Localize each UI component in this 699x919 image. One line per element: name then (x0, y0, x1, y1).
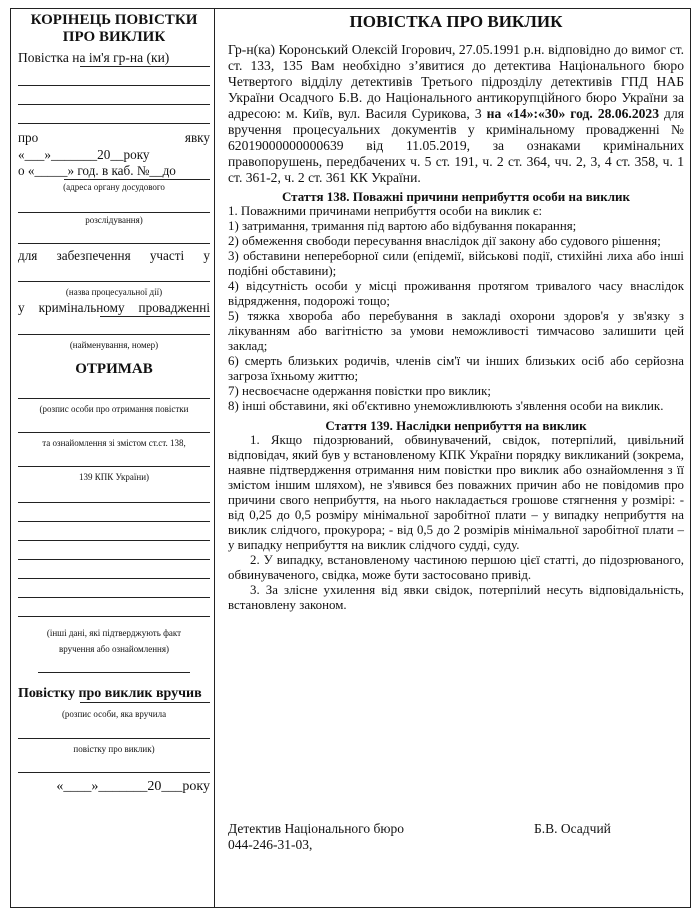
article-138-item: 5) тяжка хвороба або перебування в закладі охорони здоров'я у зв'язку з лікуванням або вагітністю за умови неможливості тимчасово залишити цей заклад; (228, 309, 684, 353)
article-139-item: 1. Якщо підозрюваний, обвинувачений, свідок, потерпілий, цивільний відповідач, який був у встановленому КПК України порядку викликаний (зокрема, наявне підтвердження отримання ним повістки про виклик або ознайомлення з її змістом іншим шляхом), не з'явився без поважних причин або не повідомив про причини свого неприбуття, на нього накладається грошове стягнення у розмірі: - від 0,25 до 0,5 розміру мінімальної заробітної плати – у випадку неприбуття на виклик слідчого, прокурора; - від 0,5 до 2 розмірів мінімальної заробітної плати – у випадку неприбуття на виклик слідчого судді, суду. (228, 433, 684, 552)
notice-stub (18, 12, 210, 795)
other-line-2[interactable] (18, 506, 210, 522)
stub-in-proceeding: у кримінальному провадженні (18, 300, 210, 315)
stub-title (18, 12, 210, 46)
stub-bottom-date[interactable]: «____»_______20___року (56, 779, 210, 794)
caption-sign-2: та ознайомлення зі змістом ст.ст. 138, (42, 438, 186, 448)
other-line-6[interactable] (18, 582, 210, 598)
other-line-1[interactable] (18, 487, 210, 503)
signature-name: Б.В. Осадчий (534, 821, 611, 836)
name-line-4[interactable] (18, 108, 210, 124)
receipt-line-2[interactable] (18, 417, 210, 433)
name-line-3[interactable] (18, 89, 210, 105)
signature-block (228, 821, 404, 853)
article-138-title: Стаття 138. Поважні причини неприбуття особи на виклик (281, 189, 631, 204)
handed-line-3[interactable] (18, 757, 210, 773)
name-line-2[interactable] (18, 70, 210, 86)
proceeding-line-2[interactable] (18, 319, 210, 335)
caption-sign-1: (розпис особи про отримання повістки (39, 404, 189, 414)
notice-title: ПОВІСТКА ПРО ВИКЛИК (349, 12, 563, 31)
receipt-line-1[interactable] (18, 383, 210, 399)
caption-other-1: (інші дані, які підтверджують факт (46, 628, 182, 638)
caption-address-1: (адреса органу досудового (63, 182, 165, 192)
other-line-7[interactable] (18, 601, 210, 617)
article-138-item: 7) несвоєчасне одержання повістки про виклик; (228, 384, 491, 398)
handed-label: Повістку про виклик вручив (18, 686, 202, 701)
article-138-item: 1) затримання, тримання під вартою або відбування покарання; (228, 219, 577, 233)
article-138-body (228, 204, 684, 414)
stub-title-line2: ПРО ВИКЛИК (62, 29, 166, 45)
column-divider (214, 8, 215, 908)
notice-body-part2: для вручення процесуальних документів у кримінальному провадженні № 62019000000000639 від 11.05.2019, за ознаками кримінальних правопорушень, передбачених ч. 5 ст. 191, ч. 2 ст. 364, чч. 2, 3, 4 ст. 358, ч. 1 ст. 361-2, ч. 2 ст. 361 КК України. (228, 106, 685, 185)
article-138-item: 1. Поважними причинами неприбуття особи на виклик є: (228, 204, 543, 218)
other-line-3[interactable] (18, 525, 210, 541)
stub-time-line[interactable]: о «_____» год. в каб. №__до (18, 163, 176, 178)
procedural-line[interactable] (18, 266, 210, 282)
article-139-item: 3. За злісне ухилення від явки свідок, потерпілий несуть відповідальність, встановлену законом. (228, 583, 684, 612)
caption-number: (найменування, номер) (69, 340, 159, 350)
handed-line-2[interactable] (18, 723, 210, 739)
stub-date-line[interactable]: «___»_______20__року (18, 147, 150, 162)
stub-name-intro: Повістка на ім'я гр-на (ки) (18, 50, 170, 65)
stub-purpose: для забезпечення участі у (18, 248, 210, 263)
caption-sign-3: 139 КПК України) (78, 472, 150, 482)
received-heading: ОТРИМАВ (75, 361, 153, 377)
stub-title-line1: КОРІНЕЦЬ ПОВІСТКИ (30, 12, 198, 28)
notice-appointment: на «14»:«30» год. 28.06.2023 (481, 106, 660, 121)
address-line-3[interactable] (18, 228, 210, 244)
article-139-title: Стаття 139. Наслідки неприбуття на виклик (325, 418, 587, 433)
article-138-item: 3) обставини непереборної сили (епідемії, військові події, стихійні лиха або інші подібні обставини); (228, 249, 684, 278)
caption-handed-2: повістку про виклик) (73, 744, 155, 754)
receipt-line-3[interactable] (18, 451, 210, 467)
signature-position: Детектив Національного бюро (228, 821, 404, 836)
other-line-5[interactable] (18, 563, 210, 579)
notice-body (228, 42, 684, 186)
other-line-8[interactable] (38, 657, 190, 673)
article-139-body (228, 433, 684, 613)
article-138-item: 4) відсутність особи у місці проживання протягом тривалого часу внаслідок відрядження, подорожі тощо; (228, 279, 684, 308)
signature-phone: 044-246-31-03, (228, 837, 313, 852)
caption-handed-1: (розпис особи, яка вручила (61, 709, 167, 719)
article-138-item: 2) обмеження свободи пересування внаслідок дії закону або судового рішення; (228, 234, 661, 248)
caption-other-2: вручення або ознайомлення) (59, 644, 169, 654)
other-line-4[interactable] (18, 544, 210, 560)
caption-procedural: (назва процесуальної дії) (65, 287, 163, 297)
address-line-2[interactable] (18, 197, 210, 213)
article-139-item: 2. У випадку, встановленому частиною першою цієї статті, до підозрюваного, обвинуваченого, свідка, може бути застосовано привід. (228, 553, 684, 582)
stub-appearance: про явку (18, 130, 210, 145)
article-138-item: 8) інші обставини, які об'єктивно унеможливлюють з'явлення особи на виклик. (228, 399, 664, 413)
notice-body-part1: Гр-н(ка) Коронський Олексій Ігорович, 27.05.1991 р.н. відповідно до вимог ст. ст. 133, 135 Вам необхідно з’явитися до детектива Національного бюро Четвертого відділу детективів Третього підрозділу детективів ГПД НАБ України Осадчого Б.В. до Національного антикорупційного бюро України за адресою: м. Київ, вул. Василя Сурикова, 3 (228, 42, 684, 121)
article-138-item: 6) смерть близьких родичів, членів сім'ї чи інших близьких осіб або серйозна загроза їхньому життю; (228, 354, 684, 383)
caption-address-2: розслідування) (85, 215, 143, 225)
notice-main (228, 12, 684, 613)
